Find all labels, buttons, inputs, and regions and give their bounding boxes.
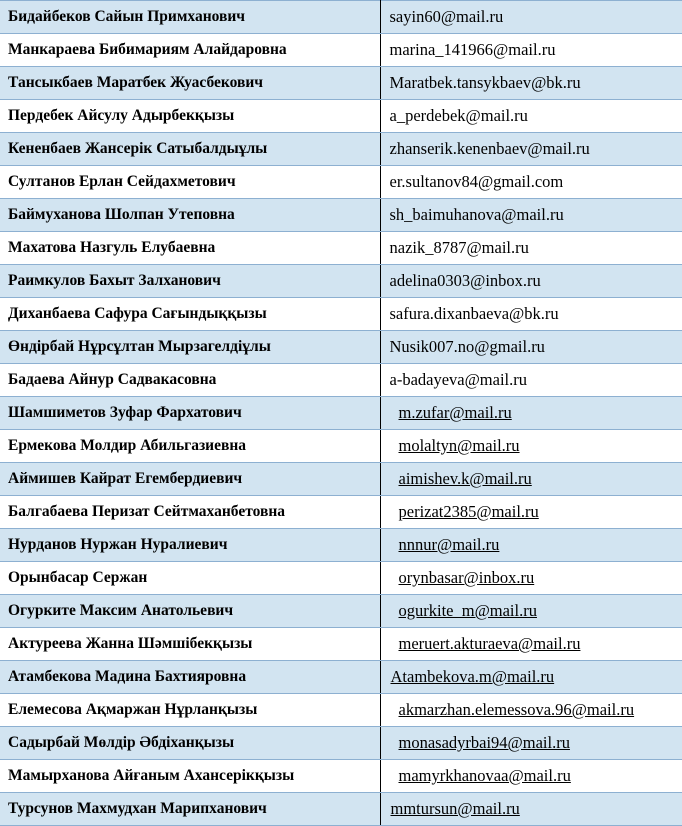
contact-name-cell: Ермекова Молдир Абильгазиевна <box>0 430 380 463</box>
contact-name-cell: Нурданов Нуржан Нуралиевич <box>0 529 380 562</box>
contact-email-text: sayin60@mail.ru <box>389 7 504 26</box>
contact-email-cell <box>380 100 682 133</box>
contact-email-text: zhanserik.kenenbaev@mail.ru <box>389 139 590 158</box>
contact-email-cell <box>380 595 682 628</box>
contact-email-link[interactable]: aimishev.k@mail.ru <box>398 469 532 488</box>
contact-email-link[interactable]: m.zufar@mail.ru <box>398 403 512 422</box>
contact-email-cell <box>380 1 682 34</box>
contact-email-cell <box>380 694 682 727</box>
contact-email-cell <box>380 562 682 595</box>
contact-name-cell: Актуреева Жанна Шәмшібекқызы <box>0 628 380 661</box>
table-row <box>0 100 682 133</box>
table-row <box>0 562 682 595</box>
contact-email-text: adelina0303@inbox.ru <box>389 271 541 290</box>
contact-email-link[interactable]: ogurkite_m@mail.ru <box>398 601 537 620</box>
contact-name-cell: Садырбай Мөлдір Әбдіханқызы <box>0 727 380 760</box>
contact-email-cell <box>380 760 682 793</box>
table-row <box>0 265 682 298</box>
contact-name-cell: Кененбаев Жансерік Сатыбалдыұлы <box>0 133 380 166</box>
contact-email-cell <box>380 727 682 760</box>
contact-email-link[interactable]: molaltyn@mail.ru <box>398 436 520 455</box>
contacts-table-body <box>0 1 682 826</box>
contact-name-cell: Огурките Максим Анатольевич <box>0 595 380 628</box>
table-row <box>0 397 682 430</box>
contact-email-text: a_perdebek@mail.ru <box>389 106 528 125</box>
table-row <box>0 661 682 694</box>
table-row <box>0 760 682 793</box>
contact-email-cell <box>380 67 682 100</box>
contact-email-cell <box>380 364 682 397</box>
table-row <box>0 727 682 760</box>
contact-name-cell: Бидайбеков Сайын Примханович <box>0 1 380 34</box>
contact-email-cell <box>380 34 682 67</box>
contact-email-link[interactable]: monasadyrbai94@mail.ru <box>398 733 570 752</box>
table-row <box>0 1 682 34</box>
contact-email-text: Nusik007.no@gmail.ru <box>389 337 545 356</box>
table-row <box>0 628 682 661</box>
contact-name-cell: Балгабаева Перизат Сейтмаханбетовна <box>0 496 380 529</box>
contact-email-text: sh_baimuhanova@mail.ru <box>389 205 564 224</box>
contact-email-cell <box>380 463 682 496</box>
contact-email-link[interactable]: akmarzhan.elemessova.96@mail.ru <box>398 700 635 719</box>
table-row <box>0 298 682 331</box>
table-row <box>0 232 682 265</box>
contact-name-cell: Пердебек Айсулу Адырбекқызы <box>0 100 380 133</box>
table-row <box>0 166 682 199</box>
contact-email-cell <box>380 232 682 265</box>
contact-name-cell: Махатова Назгуль Елубаевна <box>0 232 380 265</box>
contact-email-cell <box>380 496 682 529</box>
contact-email-cell <box>380 628 682 661</box>
contact-name-cell: Шамшиметов Зуфар Фархатович <box>0 397 380 430</box>
contact-email-cell <box>380 265 682 298</box>
contact-email-text: nazik_8787@mail.ru <box>389 238 529 257</box>
contact-name-cell: Атамбекова Мадина Бахтияровна <box>0 661 380 694</box>
contact-email-cell <box>380 133 682 166</box>
contact-name-cell: Султанов Ерлан Сейдахметович <box>0 166 380 199</box>
contact-name-cell: Аймишев Кайрат Егембердиевич <box>0 463 380 496</box>
table-row <box>0 364 682 397</box>
table-row <box>0 34 682 67</box>
contact-email-text: safura.dixanbaeva@bk.ru <box>389 304 559 323</box>
contact-email-link[interactable]: perizat2385@mail.ru <box>398 502 539 521</box>
contact-email-cell <box>380 331 682 364</box>
contact-name-cell: Манкараева Бибимариям Алайдаровна <box>0 34 380 67</box>
table-row <box>0 529 682 562</box>
contact-name-cell: Мамырханова Айғаным Ахансерікқызы <box>0 760 380 793</box>
contact-email-cell <box>380 430 682 463</box>
contact-name-cell: Елемесова Ақмаржан Нұрланқызы <box>0 694 380 727</box>
contact-email-cell <box>380 298 682 331</box>
contact-email-cell <box>380 661 682 694</box>
table-row <box>0 133 682 166</box>
contact-email-cell <box>380 166 682 199</box>
contact-email-cell <box>380 529 682 562</box>
contact-name-cell: Раимкулов Бахыт Залханович <box>0 265 380 298</box>
contact-name-cell: Турсунов Махмудхан Марипханович <box>0 793 380 826</box>
contact-email-text: a-badayeva@mail.ru <box>389 370 528 389</box>
table-row <box>0 793 682 826</box>
contact-name-cell: Орынбасар Сержан <box>0 562 380 595</box>
contact-name-cell: Өндірбай Нұрсұлтан Мырзагелдіұлы <box>0 331 380 364</box>
contact-name-cell: Баймуханова Шолпан Утеповна <box>0 199 380 232</box>
contact-email-link[interactable]: Atambekova.m@mail.ru <box>390 667 555 686</box>
table-row <box>0 331 682 364</box>
contact-name-cell: Тансыкбаев Маратбек Жуасбекович <box>0 67 380 100</box>
contact-email-cell <box>380 397 682 430</box>
contact-email-link[interactable]: nnnur@mail.ru <box>398 535 500 554</box>
table-row <box>0 199 682 232</box>
contact-email-cell <box>380 199 682 232</box>
table-row <box>0 67 682 100</box>
table-row <box>0 694 682 727</box>
contact-name-cell: Бадаева Айнур Садвакасовна <box>0 364 380 397</box>
contact-email-text: Maratbek.tansykbaev@bk.ru <box>389 73 581 92</box>
contact-email-link[interactable]: meruert.akturaeva@mail.ru <box>398 634 581 653</box>
contact-email-link[interactable]: mamyrkhanovaa@mail.ru <box>398 766 571 785</box>
contact-name-cell: Диханбаева Сафура Сағындыққызы <box>0 298 380 331</box>
contact-email-text: er.sultanov84@gmail.com <box>389 172 564 191</box>
contact-email-link[interactable]: mmtursun@mail.ru <box>390 799 520 818</box>
table-row <box>0 595 682 628</box>
table-row <box>0 463 682 496</box>
contact-email-text: marina_141966@mail.ru <box>389 40 556 59</box>
table-row <box>0 430 682 463</box>
contact-email-cell <box>380 793 682 826</box>
table-row <box>0 496 682 529</box>
contact-email-link[interactable]: orynbasar@inbox.ru <box>398 568 535 587</box>
